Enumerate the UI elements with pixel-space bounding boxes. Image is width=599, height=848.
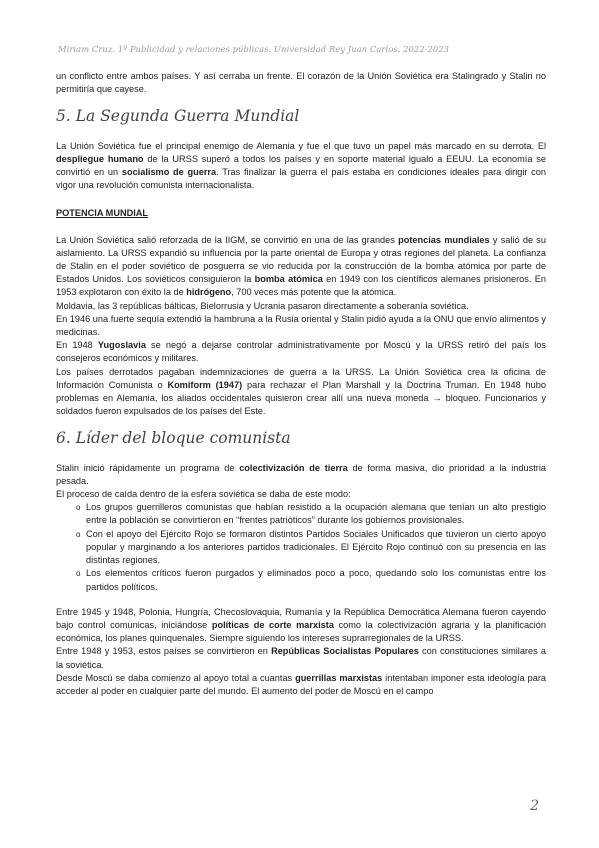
bold-term: Komiform (1947) xyxy=(167,379,243,390)
text-run: . Tras finalizar la guerra el país estaba en condiciones ideales para dirigir con vigor una revolución comunista internacionalista. xyxy=(56,167,546,191)
text-run: Stalin inició rápidamente un programa de xyxy=(56,462,240,473)
text-run: para rechazar el Plan Marshall y la Doctrina Truman. En 1948 hubo problemas en Alemania, los aliados occidentales quisieron crear allí una nueva moneda → bloqueo. Funcionarios y soldados fueron expulsados de los países del Este. xyxy=(56,379,546,417)
list-item xyxy=(56,567,546,593)
bold-term: bomba atómica xyxy=(254,274,323,285)
page-number: 2 xyxy=(530,798,539,814)
text-run: Entre 1948 y 1953, estos países se convirtieron en xyxy=(56,646,272,657)
bold-term: Yugoslavia xyxy=(97,340,146,351)
bold-term: hidrógeno xyxy=(186,287,232,298)
bold-term: políticas de corte marxista xyxy=(211,619,334,630)
text-run: Desde Moscú se daba comienzo al apoyo total a cuantas xyxy=(56,672,296,683)
paragraph xyxy=(56,234,546,300)
text-run: La Unión Soviética salió reforzada de la IIGM, se convirtió en una de las grandes xyxy=(56,234,399,245)
list-item xyxy=(56,501,546,527)
intro-paragraph xyxy=(56,70,546,96)
paragraph xyxy=(56,140,546,193)
page-content xyxy=(56,70,546,698)
list-item-text: Con el apoyo del Ejército Rojo se formaron distintos Partidos Sociales Unificados que tuvieron un cierto apoyo popular y marginando a los anteriores partidos tradicionales. El Ejército Rojo continuó con su presencia en las distintas regiones. xyxy=(86,528,546,566)
paragraph xyxy=(56,672,546,698)
text-run: Los países derrotados pagaban indemnizaciones de guerra a la URSS. La Unión Soviética crea la oficina de Información Comunista o xyxy=(56,366,546,390)
paragraph xyxy=(56,366,546,419)
text-run: como la colectivización agraria y la planificación económica, los planes quinquenales. Siempre siguiendo los intereses suprarregionales de la URSS. xyxy=(56,619,546,644)
bullet-marker: o xyxy=(76,569,81,579)
section-heading-6: 6. Líder del bloque comunista xyxy=(56,429,291,448)
bold-term: despliegue humano xyxy=(56,153,144,164)
paragraph xyxy=(56,606,546,646)
bold-term: socialismo de guerra xyxy=(121,167,217,178)
paragraph: Moldavia, las 3 repúblicas bálticas, Bielorrusia y Ucrania pasaron directamente a soberanía soviética. xyxy=(56,300,469,311)
bold-term: colectivización de tierra xyxy=(239,462,348,473)
text-run: de la URSS superó a todos los países y en soporte material igualo a EEUU. La economía se convirtió en un xyxy=(56,153,546,178)
text-run: con constituciones similares a la soviética. xyxy=(56,646,546,670)
text-run: intentaban imponer esta ideología para acceder al poder en cualquier parte del mundo. El aumento del poder de Moscú en el campo xyxy=(56,672,546,696)
paragraph xyxy=(56,645,546,671)
list-item-text: Los elementos críticos fueron purgados y eliminados poco a poco, quedando solo los comunistas entre los partidos políticos. xyxy=(86,568,546,592)
text-run: en 1949 con los científicos alemanes prisioneros. En 1953 explotaron con éxito la de xyxy=(56,274,546,298)
bullet-marker: o xyxy=(76,529,81,539)
page-header: Miriam Cruz. 1º Publicidad y relaciones públicas. Universidad Rey Juan Carlos. 2022-2023 xyxy=(58,44,450,54)
bold-term: Repúblicas Socialistas Populares xyxy=(271,646,419,657)
bullet-list xyxy=(56,501,546,593)
subheading: POTENCIA MUNDIAL xyxy=(56,208,149,219)
paragraph: En 1946 una fuerte sequía extendió la hambruna a la Rusia oriental y Stalin pidió ayuda a la ONU que envío alimentos y medicinas. xyxy=(56,313,546,338)
bold-term: potencias mundiales xyxy=(398,234,490,245)
bold-term: guerrillas marxistas xyxy=(295,672,383,683)
paragraph xyxy=(56,462,546,488)
list-item-text: Los grupos guerrilleros comunistas que habían resistido a la ocupación alemana que tenían un alto prestigio entre la población se convirtieron en “frentes patrióticos” durante los gobiernos provisionales. xyxy=(86,502,546,526)
text-run: se negó a dejarse controlar administrativamente por Moscú y la URSS retiró del país los consejeros económicos y militares. xyxy=(56,340,546,364)
list-item xyxy=(56,528,546,568)
text-run: , 700 veces más potente que la atómica. xyxy=(231,287,397,298)
text-run: de forma masiva, dio prioridad a la industria pesada. xyxy=(56,462,546,486)
bullet-marker: o xyxy=(76,503,81,513)
text-run: En 1948 xyxy=(56,340,98,351)
text-run: y salió de su aislamiento. La URSS expandió su influencia por la parte oriental de Europa y otras regiones del planeta. La confianza de Stalin en el poder soviético de posguerra se vio reducida por la construcción de la bomba atómica por parte de Estados Unidos. Los soviéticos consiguieron la xyxy=(56,234,546,285)
paragraph xyxy=(56,339,546,365)
paragraph: El proceso de caída dentro de la esfera soviética se daba de este modo: xyxy=(56,489,351,500)
section-heading-5: 5. La Segunda Guerra Mundial xyxy=(56,107,300,126)
text-run: La Unión Soviética fue el principal enemigo de Alemania y fue el que tuvo un papel más marcado en su derrota. El xyxy=(56,140,546,151)
text-run: Entre 1945 y 1948, Polonia, Hungría, Checoslovaquia, Rumanía y la República Democrática Alemana fueron cayendo bajo control comunicas, iniciándose xyxy=(56,606,546,630)
spacer xyxy=(56,594,546,606)
text-run: un conflicto entre ambos países. Y así cerraba un frente. El corazón de la Unión Soviética era Stalingrado y Stalin no permitiría que cayese. xyxy=(56,71,546,95)
